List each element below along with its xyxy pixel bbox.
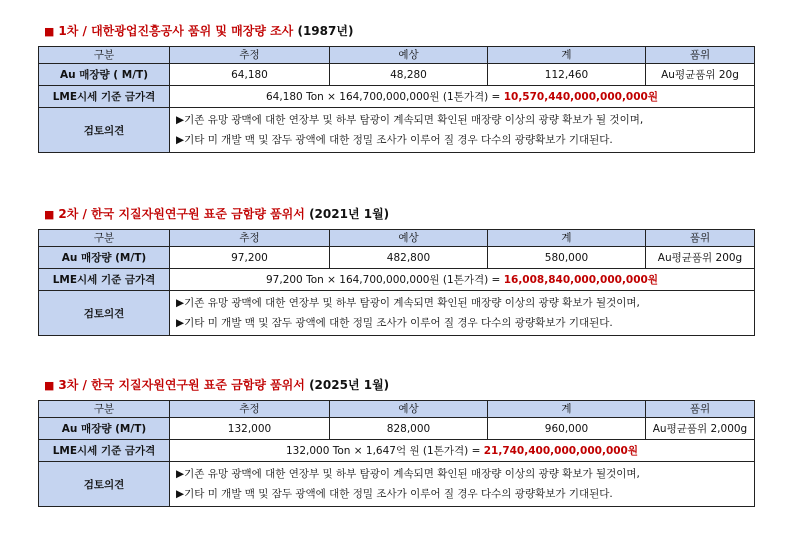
price-formula: 64,180 Ton × 164,700,000,000원 (1톤가격) = [266,91,504,103]
table-row [39,418,755,440]
header-total: 계 [488,230,646,247]
square-bullet-icon: ■ [44,379,55,392]
price-result: 10,570,440,000,000,000원 [503,91,658,103]
section-year: (2025년 1월) [309,378,390,392]
review-cell [170,291,755,336]
review-line-1: ▶기존 유망 광맥에 대한 연장부 및 하부 탐광이 계속되면 확인된 매장량 이상의 광량 확보가 될 것이며, [176,114,644,126]
review-cell [170,462,755,507]
estimate-value: 97,200 [170,247,330,269]
header-grade: 품위 [646,47,755,64]
review-line-1: ▶기존 유망 광맥에 대한 연장부 및 하부 탐광이 계속되면 확인된 매장량 이상의 광량 확보가 될것이며, [176,468,640,480]
header-estimate: 추정 [170,401,330,418]
header-expected: 예상 [330,230,488,247]
square-bullet-icon: ■ [44,208,55,221]
estimate-value: 132,000 [170,418,330,440]
price-cell [170,269,755,291]
section-year: (1987년) [297,24,354,38]
section-title: 1차 / 대한광업진흥공사 품위 및 매장량 조사 [58,24,294,38]
survey-table [38,46,755,153]
section-heading [44,20,353,42]
price-cell [170,440,755,462]
table-row [39,440,755,462]
table-row [39,462,755,507]
grade-value: Au평균품위 2,000g [646,418,755,440]
header-expected: 예상 [330,47,488,64]
price-result: 16,008,840,000,000,000원 [503,274,658,286]
table-row [39,269,755,291]
total-value: 580,000 [488,247,646,269]
review-cell [170,108,755,153]
total-value: 960,000 [488,418,646,440]
row-label-price: LME시세 기준 금가격 [39,269,170,291]
total-value: 112,460 [488,64,646,86]
table-row [39,247,755,269]
row-label-review: 검토의견 [39,462,170,507]
header-category: 구분 [39,230,170,247]
row-label-price: LME시세 기준 금가격 [39,86,170,108]
section-year: (2021년 1월) [309,207,390,221]
header-total: 계 [488,401,646,418]
row-label-reserves: Au 매장량 (M/T) [39,247,170,269]
price-formula: 97,200 Ton × 164,700,000,000원 (1톤가격) = [266,274,504,286]
header-estimate: 추정 [170,47,330,64]
price-cell [170,86,755,108]
review-line-2: ▶기타 미 개발 맥 및 잠두 광액에 대한 정밀 조사가 이루어 질 경우 다수의 광량확보가 기대된다. [176,488,613,500]
row-label-reserves: Au 매장량 ( M/T) [39,64,170,86]
table-row [39,86,755,108]
row-label-review: 검토의견 [39,108,170,153]
expected-value: 828,000 [330,418,488,440]
row-label-review: 검토의견 [39,291,170,336]
estimate-value: 64,180 [170,64,330,86]
square-bullet-icon: ■ [44,25,55,38]
table-header-row [39,401,755,418]
review-line-1: ▶기존 유망 광맥에 대한 연장부 및 하부 탐광이 계속되면 확인된 매장량 이상의 광량 확보가 될것이며, [176,297,640,309]
header-expected: 예상 [330,401,488,418]
row-label-price: LME시세 기준 금가격 [39,440,170,462]
price-formula: 132,000 Ton × 1,647억 원 (1톤가격) = [285,445,484,457]
header-category: 구분 [39,401,170,418]
table-header-row [39,230,755,247]
grade-value: Au평균품위 200g [646,247,755,269]
section-heading [44,203,389,225]
expected-value: 48,280 [330,64,488,86]
table-row [39,291,755,336]
expected-value: 482,800 [330,247,488,269]
table-row [39,108,755,153]
section-heading [44,374,389,396]
review-line-2: ▶기타 미 개발 맥 및 잠두 광액에 대한 정밀 조사가 이루어 질 경우 다수의 광량확보가 기대된다. [176,134,613,146]
section-title: 2차 / 한국 지질자원연구원 표준 금함량 품위서 [58,207,305,221]
header-total: 계 [488,47,646,64]
price-result: 21,740,400,000,000,000원 [483,445,639,457]
survey-table [38,229,755,336]
header-grade: 품위 [646,230,755,247]
grade-value: Au평균품위 20g [646,64,755,86]
row-label-reserves: Au 매장량 (M/T) [39,418,170,440]
header-category: 구분 [39,47,170,64]
table-row [39,64,755,86]
review-line-2: ▶기타 미 개발 맥 및 잠두 광액에 대한 정밀 조사가 이루어 질 경우 다수의 광량확보가 기대된다. [176,317,613,329]
header-estimate: 추정 [170,230,330,247]
header-grade: 품위 [646,401,755,418]
section-title: 3차 / 한국 지질자원연구원 표준 금함량 품위서 [58,378,305,392]
survey-table [38,400,755,507]
table-header-row [39,47,755,64]
